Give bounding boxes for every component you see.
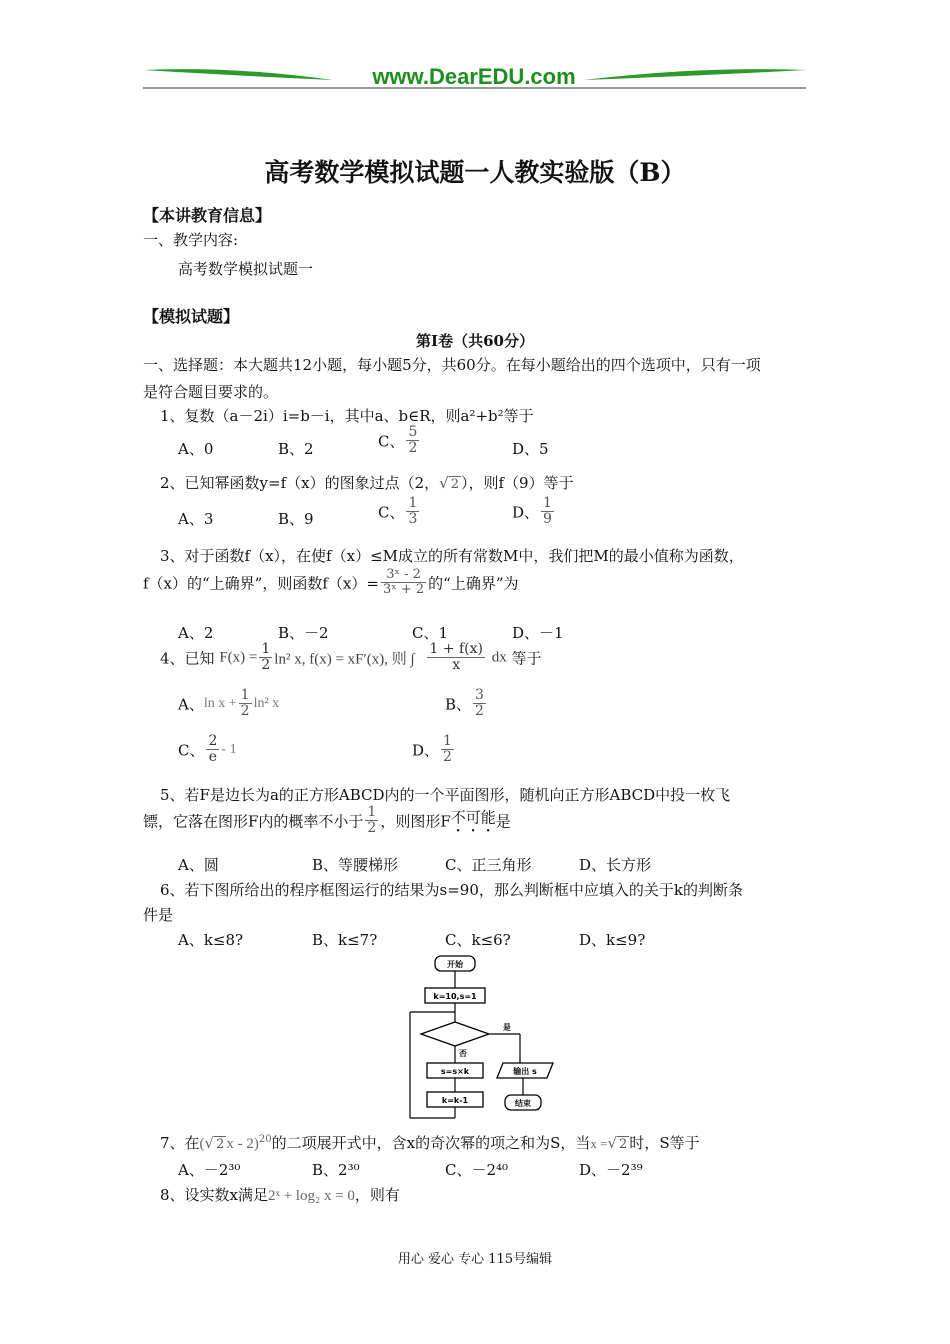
q2-option-c: C、 $\frac{1}{3}$ bbox=[378, 495, 418, 528]
intro-line-2: 是符合题目要求的。 bbox=[143, 383, 279, 401]
q8-stem: 8、设实数x满足2ˣ + log₂ x = 0，则有 bbox=[160, 1186, 400, 1204]
info-heading: 【本讲教育信息】 bbox=[143, 206, 272, 225]
logo-text: www.DearEDU.com bbox=[372, 64, 576, 89]
program-flowchart bbox=[405, 950, 565, 1122]
q4-option-d: D、 $\frac{1}{2}$ bbox=[412, 733, 452, 766]
q5-option-d: D、长方形 bbox=[579, 856, 652, 874]
q2-option-a: A、3 bbox=[178, 510, 214, 528]
header-logo-banner bbox=[143, 62, 806, 92]
q6-option-a: A、k≤8? bbox=[178, 931, 244, 949]
q3-option-d: D、－1 bbox=[512, 624, 564, 642]
q2-option-b: B、9 bbox=[278, 510, 314, 528]
content-value: 高考数学模拟试题一 bbox=[178, 260, 314, 278]
q3-option-a: A、2 bbox=[178, 624, 214, 642]
q6-line-2: 件是 bbox=[143, 906, 174, 924]
q3-option-c: C、1 bbox=[412, 624, 449, 642]
q5-line-1: 5、若F是边长为a的正方形ABCD内的一个平面图形，随机向正方形ABCD中投一枚飞 bbox=[160, 786, 731, 804]
q4-stem: 4、已知 F(x) = $\frac{1}{2}$ ln² x, f(x) = xF′(x), 则 ∫ $\frac{1 + f(x)}{x}$ dx 等于 bbox=[160, 641, 542, 674]
page-footer: 用心 爱心 专心 115号编辑 bbox=[397, 1252, 553, 1267]
q1-option-a: A、0 bbox=[178, 440, 214, 458]
q4-option-b: B、 $\frac{3}{2}$ bbox=[445, 687, 484, 720]
q1-stem: 1、复数（a－2i）i=b－i，其中a、b∈R，则a²+b²等于 bbox=[160, 407, 534, 425]
flow-dec-text: k=k-1 bbox=[441, 1096, 469, 1105]
flow-end-text: 结束 bbox=[515, 1099, 531, 1108]
q1-option-c: C、 $\frac{5}{2}$ bbox=[378, 424, 418, 457]
content-label: 一、教学内容: bbox=[143, 231, 239, 249]
q3-line-1: 3、对于函数f（x），在使f（x）≤M成立的所有常数M中，我们把M的最小值称为函数， bbox=[160, 547, 744, 565]
q6-option-b: B、k≤7? bbox=[312, 931, 378, 949]
flow-start-text: 开始 bbox=[447, 960, 463, 969]
volume-heading: 第Ⅰ卷（共60分） bbox=[416, 332, 534, 350]
q7-option-a: A、－2³⁰ bbox=[178, 1161, 241, 1179]
q5-line-2: 镖，它落在图形F内的概率不小于 $\frac{1}{2}$ ，则图形F不可能是 bbox=[143, 804, 511, 837]
q4-option-a: A、ln x + $\frac{1}{2}$ ln² x bbox=[178, 687, 280, 720]
q7-option-b: B、2³⁰ bbox=[312, 1161, 360, 1179]
q7-option-c: C、－2⁴⁰ bbox=[445, 1161, 509, 1179]
q5-option-a: A、圆 bbox=[178, 856, 219, 874]
flow-decision-diamond bbox=[421, 1022, 489, 1046]
q7-option-d: D、－2³⁹ bbox=[579, 1161, 643, 1179]
q6-option-d: D、k≤9? bbox=[579, 931, 646, 949]
q3-option-b: B、－2 bbox=[278, 624, 329, 642]
q6-line-1: 6、若下图所给出的程序框图运行的结果为s=90，那么判断框中应填入的关于k的判断条 bbox=[160, 881, 743, 899]
document-title: 高考数学模拟试题一人教实验版（B） bbox=[264, 158, 686, 187]
q4-option-c: C、 $\frac{2}{e}$ - 1 bbox=[178, 733, 237, 766]
q5-option-c: C、正三角形 bbox=[445, 856, 532, 874]
q1-option-b: B、2 bbox=[278, 440, 314, 458]
sim-heading: 【模拟试题】 bbox=[143, 307, 240, 326]
intro-line-1: 一、选择题：本大题共12小题，每小题5分，共60分。在每小题给出的四个选项中，只有一项 bbox=[143, 356, 761, 374]
q2-option-d: D、 $\frac{1}{9}$ bbox=[512, 495, 552, 528]
q2-stem: 2、已知幂函数y=f（x）的图象过点（2，√ 2 ），则f（9）等于 bbox=[160, 474, 574, 492]
flow-output-text: 输出 s bbox=[513, 1067, 537, 1076]
q5-option-b: B、等腰梯形 bbox=[312, 856, 399, 874]
flow-init-text: k=10,s=1 bbox=[433, 992, 477, 1001]
q3-line-2: f（x）的“上确界”，则函数f（x）= $\frac{\text{3ˣ - 2}}{\text{3ˣ + 2}}$ 的“上确界”为 bbox=[143, 567, 519, 598]
q7-stem: 7、在(√ 2 x - 2)$^{20}$的二项展开式中，含x的奇次幂的项之和为S，当x =√ 2 时，S等于 bbox=[160, 1134, 700, 1152]
flow-assign-text: s=s×k bbox=[440, 1067, 470, 1076]
q1-option-d: D、5 bbox=[512, 440, 549, 458]
q6-option-c: C、k≤6? bbox=[445, 931, 511, 949]
flow-yes-label: 是 bbox=[503, 1023, 511, 1032]
flow-no-label: 否 bbox=[459, 1049, 467, 1058]
